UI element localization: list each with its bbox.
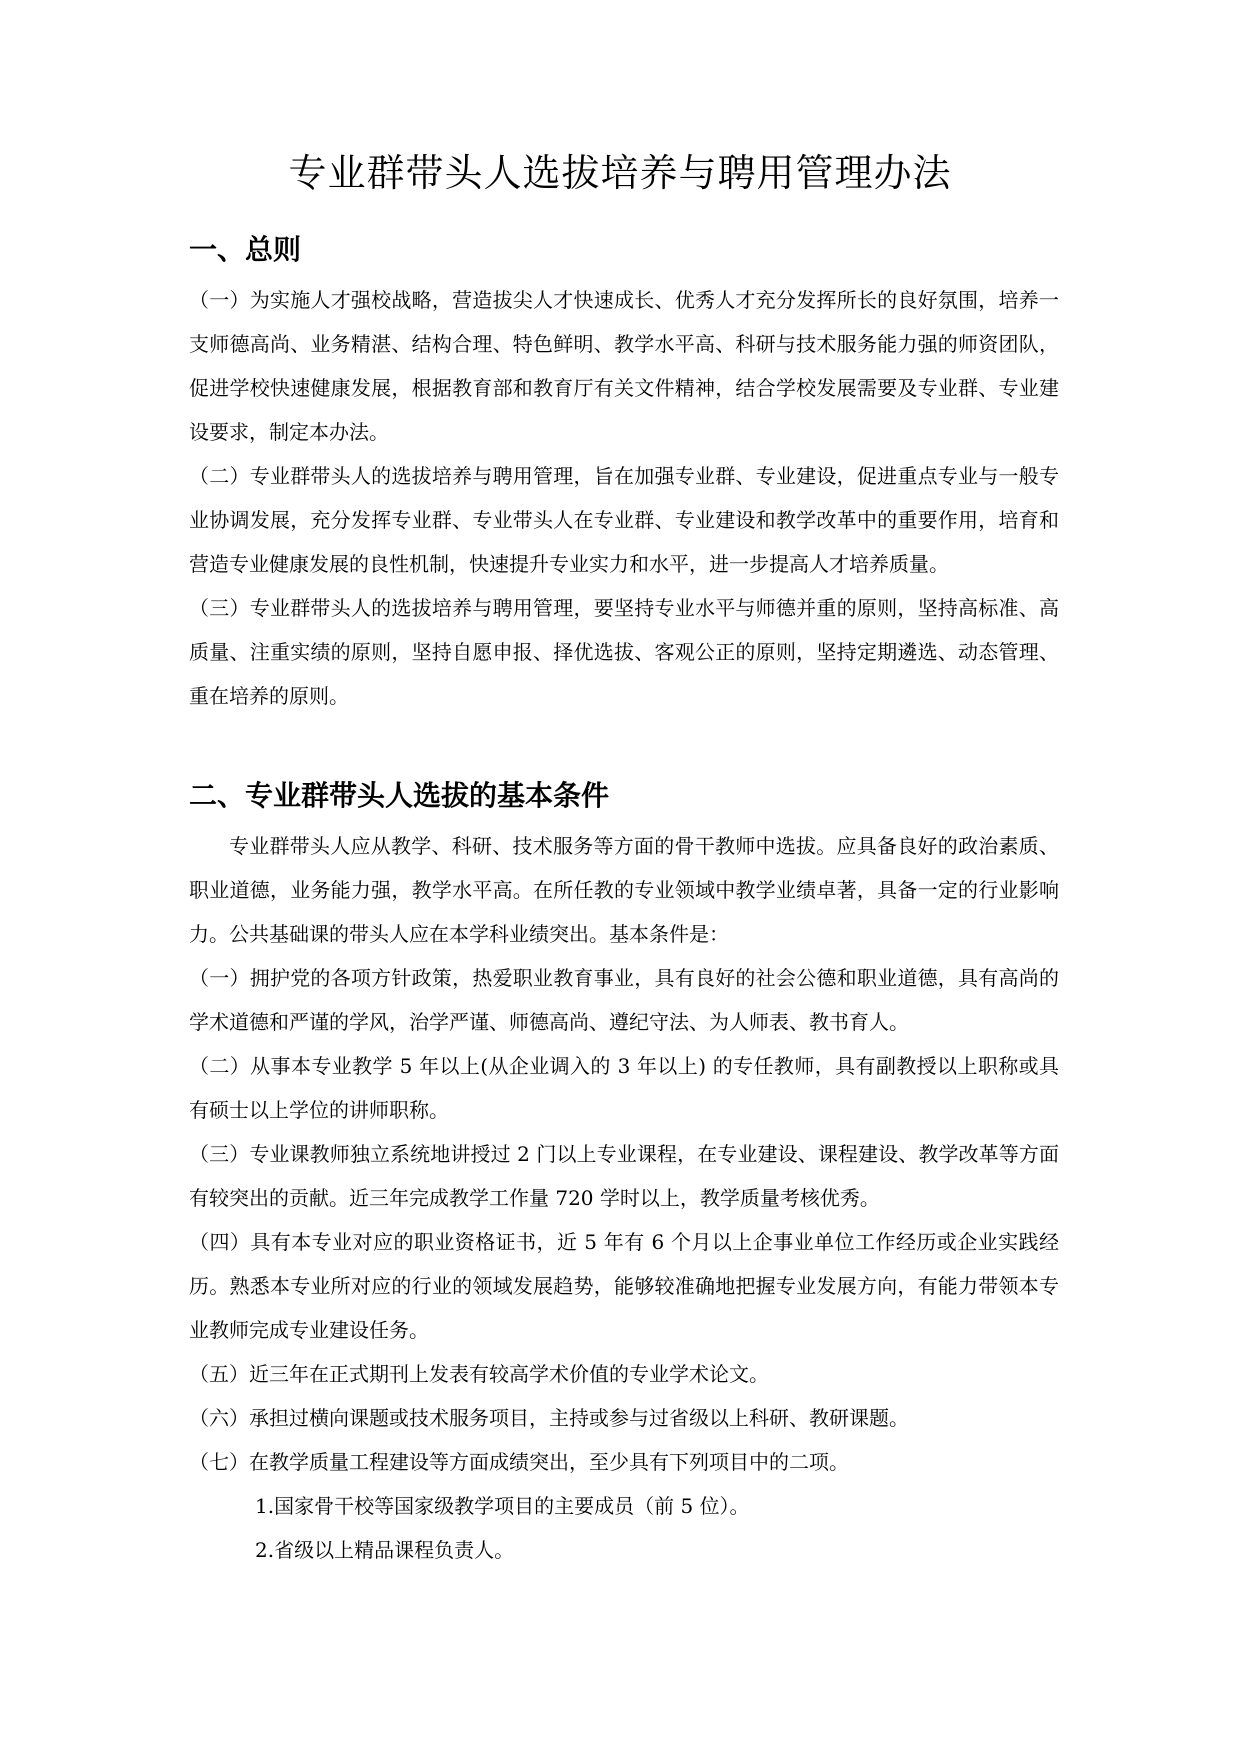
paragraph-condition-4: （四）具有本专业对应的职业资格证书，近 5 年有 6 个月以上企事业单位工作经历或企业实践经历。熟悉本专业所对应的行业的领域发展趋势，能够较准确地把握专业发展方向，有能力带领本专业教师完成专业建设任务。: [189, 1230, 1059, 1342]
paragraph-general-1: （一）为实施人才强校战略，营造拔尖人才快速成长、优秀人才充分发挥所长的良好氛围，培养一支师德高尚、业务精湛、结构合理、特色鲜明、教学水平高、科研与技术服务能力强的师资团队，促进学校快速健康发展，根据教育部和教育厅有关文件精神，结合学校发展需要及专业群、专业建设要求，制定本办法。: [189, 288, 1059, 444]
paragraph-condition-2: （二）从事本专业教学 5 年以上(从企业调入的 3 年以上) 的专任教师，具有副教授以上职称或具有硕士以上学位的讲师职称。: [189, 1054, 1059, 1122]
section-heading-general: 一、总则: [189, 233, 302, 266]
list-item-project-2: 2.省级以上精品课程负责人。: [255, 1538, 515, 1562]
paragraph-condition-5: （五）近三年在正式期刊上发表有较高学术价值的专业学术论文。: [189, 1362, 769, 1386]
section-heading-conditions: 二、专业群带头人选拔的基本条件: [189, 779, 610, 812]
document-body: [189, 228, 1059, 1572]
paragraph-general-2: （二）专业群带头人的选拔培养与聘用管理，旨在加强专业群、专业建设，促进重点专业与一般专业协调发展，充分发挥专业群、专业带头人在专业群、专业建设和教学改革中的重要作用，培育和营造专业健康发展的良性机制，快速提升专业实力和水平，进一步提高人才培养质量。: [189, 464, 1059, 576]
paragraph-condition-7: （七）在教学质量工程建设等方面成绩突出，至少具有下列项目中的二项。: [189, 1450, 849, 1474]
list-item-project-1: 1.国家骨干校等国家级教学项目的主要成员（前 5 位）。: [255, 1494, 750, 1518]
paragraph-conditions-intro: 专业群带头人应从教学、科研、技术服务等方面的骨干教师中选拔。应具备良好的政治素质、职业道德，业务能力强，教学水平高。在所任教的专业领域中教学业绩卓著，具备一定的行业影响力。公共基础课的带头人应在本学科业绩突出。基本条件是：: [189, 834, 1059, 946]
paragraph-general-3: （三）专业群带头人的选拔培养与聘用管理，要坚持专业水平与师德并重的原则，坚持高标准、高质量、注重实绩的原则，坚持自愿申报、择优选拔、客观公正的原则，坚持定期遴选、动态管理、重在培养的原则。: [189, 596, 1059, 708]
document-title: 专业群带头人选拔培养与聘用管理办法: [288, 151, 952, 195]
paragraph-condition-3: （三）专业课教师独立系统地讲授过 2 门以上专业课程，在专业建设、课程建设、教学改革等方面有较突出的贡献。近三年完成教学工作量 720 学时以上，教学质量考核优秀。: [189, 1142, 1059, 1210]
paragraph-condition-1: （一）拥护党的各项方针政策，热爱职业教育事业，具有良好的社会公德和职业道德，具有高尚的学术道德和严谨的学风，治学严谨、师德高尚、遵纪守法、为人师表、教书育人。: [189, 966, 1059, 1034]
paragraph-condition-6: （六）承担过横向课题或技术服务项目，主持或参与过省级以上科研、教研课题。: [189, 1406, 909, 1430]
